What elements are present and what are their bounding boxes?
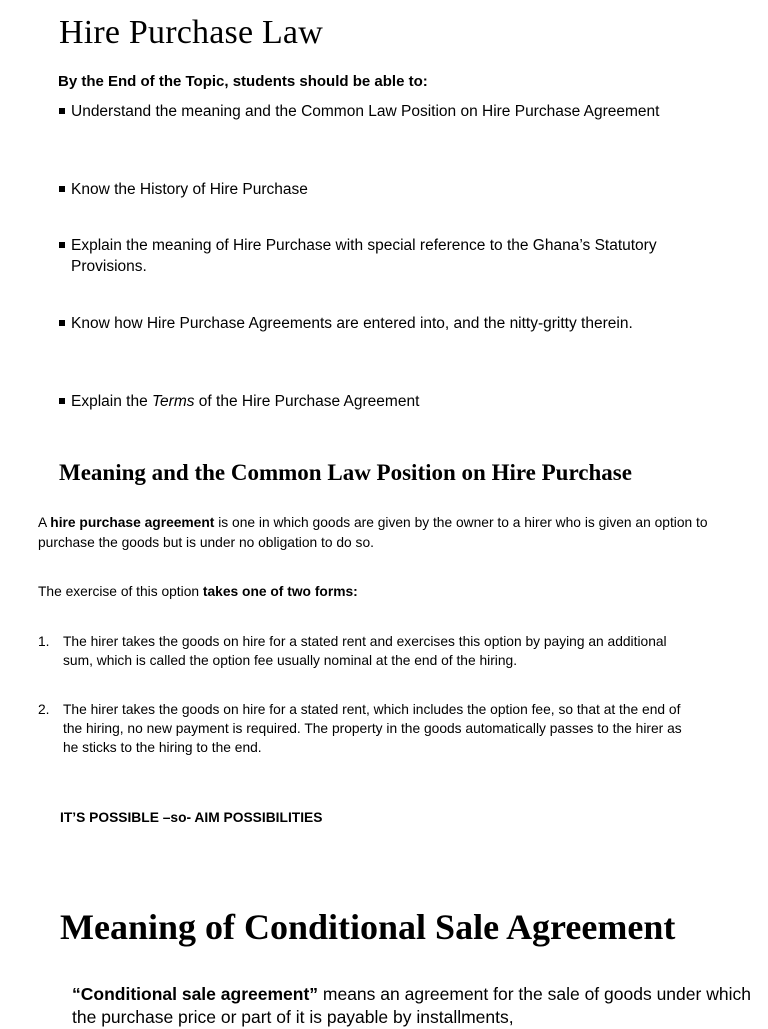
objective-text-prefix: Explain the (71, 393, 152, 410)
conditional-sale-body: means an agreement for the sale of goods under which the purchase price or part of it is payable by installments, (72, 984, 751, 1027)
objective-text-suffix: of the Hire Purchase Agreement (194, 393, 420, 410)
objective-text: Understand the meaning and the Common Law Position on Hire Purchase Agreement (71, 103, 660, 120)
conditional-sale-term: “Conditional sale agreement” (72, 984, 319, 1004)
option-intro-prefix: The exercise of this option (38, 584, 203, 599)
objective-item (59, 101, 699, 122)
conditional-sale-definition (72, 983, 752, 1029)
option-intro-bold: takes one of two forms: (202, 584, 358, 599)
definition-term: hire purchase agreement (50, 515, 215, 530)
bullet-square-icon (59, 398, 65, 404)
option-form-text: The hirer takes the goods on hire for a stated rent, which includes the option fee, so that at the end of the hiring, no new payment is required. The property in the goods automatically passes to the hirer as he sticks to the hiring to the end. (63, 702, 682, 755)
objective-text: Know how Hire Purchase Agreements are entered into, and the nitty-gritty therein. (71, 315, 633, 332)
definition-body: is one in which goods are given by the owner to a hirer who is given an option to purchase the goods but is under no obligation to do so. (38, 515, 708, 550)
bullet-square-icon (59, 242, 65, 248)
page-title: Hire Purchase Law (59, 14, 323, 51)
objective-text: Explain the meaning of Hire Purchase with special reference to the Ghana’s Statutory Provisions. (71, 237, 657, 275)
option-form-item (38, 700, 688, 757)
motto-text: IT’S POSSIBLE –so- AIM POSSIBILITIES (60, 810, 323, 825)
hire-purchase-definition (38, 513, 718, 552)
section-heading-common-law: Meaning and the Common Law Position on Hire Purchase (59, 460, 632, 485)
objective-item (59, 235, 699, 277)
list-number: 2. (38, 702, 50, 717)
objective-item (59, 179, 699, 200)
option-form-item (38, 632, 688, 670)
list-number: 1. (38, 634, 50, 649)
option-form-text: The hirer takes the goods on hire for a stated rent and exercises this option by paying an additional sum, which is called the option fee usually nominal at the end of the hiring. (63, 634, 667, 668)
objective-item (59, 391, 699, 412)
objectives-intro: By the End of the Topic, students should be able to: (58, 73, 428, 90)
option-forms-intro (38, 582, 718, 602)
bullet-square-icon (59, 186, 65, 192)
definition-prefix: A (38, 515, 51, 530)
objective-item (59, 313, 699, 334)
objective-text: Know the History of Hire Purchase (71, 181, 308, 198)
bullet-square-icon (59, 320, 65, 326)
bullet-square-icon (59, 108, 65, 114)
objective-text (71, 391, 699, 412)
objective-text-emphasis: Terms (152, 393, 195, 410)
section-heading-conditional-sale: Meaning of Conditional Sale Agreement (60, 907, 676, 947)
